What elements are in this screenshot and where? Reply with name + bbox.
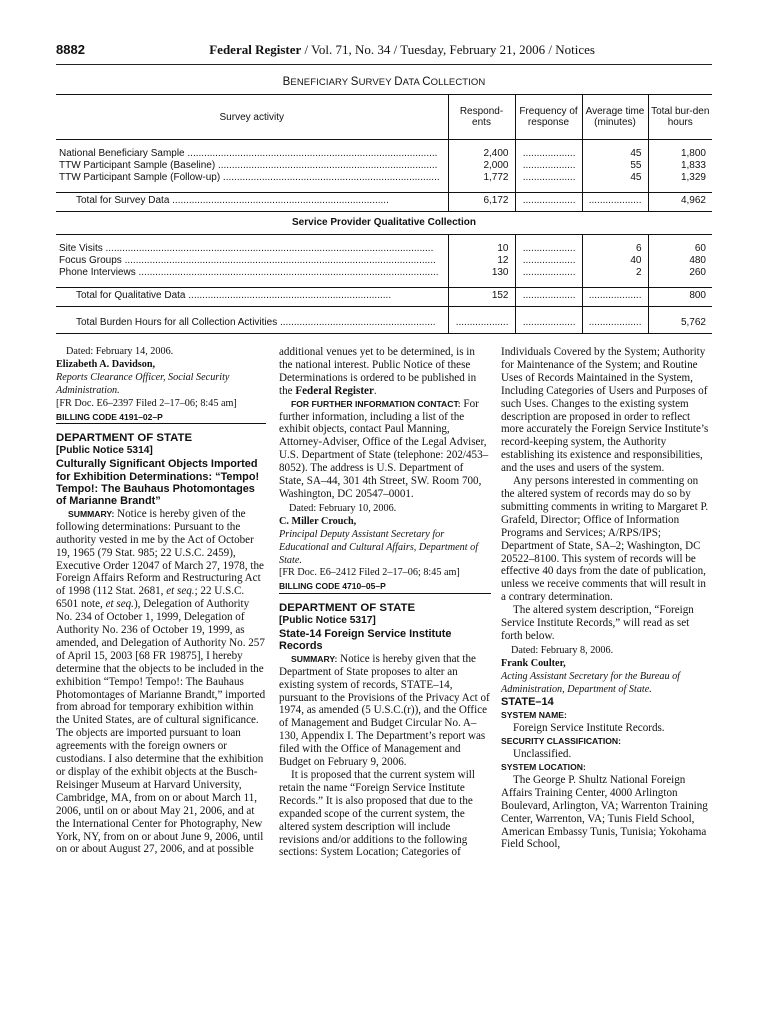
column-header: Average time (minutes) — [582, 95, 648, 140]
system-id-heading: STATE–14 — [501, 696, 554, 709]
table-row: Focus Groups ................................................................................................................ 12 ................... 40 480 — [56, 255, 712, 267]
table-title: BENEFICIARY SURVEY DATA COLLECTION — [282, 76, 486, 88]
text-column-left — [56, 346, 266, 856]
running-head — [209, 42, 595, 58]
signature-date: Dated: February 14, 2006. — [66, 346, 174, 357]
table-row: TTW Participant Sample (Follow-up) .............................................................................. 1,772 ................... 45 1,329 — [56, 172, 712, 184]
security-classification-value: Unclassified. — [513, 748, 572, 761]
body-paragraph: Individuals Covered by the System; Authority for Maintenance of the System; and Routine Uses of Records Maintained in the System, Including Categories of Users and Purposes of such Uses. Changes to the existing system description are proposed in order to reflect more accurately the Foreign Service Institute’s record-keeping system, the Authority establishing its existence and responsibilities, and the uses and users of the system. — [501, 346, 709, 475]
data-table — [56, 94, 712, 334]
system-name-value: Foreign Service Institute Records. — [513, 722, 665, 735]
department-heading: DEPARTMENT OF STATE — [56, 423, 266, 445]
column-header: Frequency of response — [515, 95, 582, 140]
column-header: Total bur-den hours — [648, 95, 712, 140]
security-classification-label: SECURITY CLASSIFICATION: — [501, 736, 621, 747]
text-column-right — [501, 346, 713, 851]
summary-paragraph: SUMMARY: Notice is hereby given that the Department of State proposes to alter an existing system of records, STATE–14, pursuant to the Provisions of the Privacy Act of 1974, as amended (5 U.S.C.(r)), and the Office of Management and Budget Circular No. A–130, Appendix I. The Department’s report was filed with the Office of Management and Budget on February 9, 2006. — [279, 652, 490, 769]
system-location-label: SYSTEM LOCATION: — [501, 762, 586, 772]
table-row: National Beneficiary Sample .......................................................................................... 2,400 ................... 45 1,800 — [56, 148, 712, 160]
signer-name: Frank Coulter, — [501, 657, 566, 669]
table-header-row — [56, 95, 712, 140]
text-column-middle — [279, 346, 491, 859]
table-total-row: Total for Survey Data .............................................................................. 6,172 ................... ................... 4,962 — [56, 193, 712, 212]
table-total-row: Total for Qualitative Data ......................................................................... 152 ................... ................... 800 — [56, 288, 712, 307]
signer-title: Acting Assistant Secretary for the Bureau of Administration, Department of State. — [501, 670, 681, 695]
system-location-value: The George P. Shultz National Foreign Affairs Training Center, 4000 Arlington Boulevard, Arlington, VA; Warrenton Training Center, Warrenton, VA; Tunis Field School, American Embassy Tunis, Tunisia; Yokohama Field School, — [501, 773, 708, 851]
summary-paragraph: SUMMARY: Notice is hereby given of the following determinations: Pursuant to the authority vested in me by the Act of October 19, 1965 (79 Stat. 985; 22 U.S.C. 2459), Executive Order 12047 of March 27, 1978, the Foreign Affairs Reform and Restructuring Act of 1998 (112 Stat. 2681, et seq.; 22 U.S.C. 6501 note, et seq.), Delegation of Authority No. 234 of October 1, 1999, Delegation of Authority No. 236 of October 19, 1999, as amended, and Delegation of Authority No. 257 of April 15, 2003 [68 FR 19875], I hereby determine that the objects to be included in the exhibition “Tempo! Tempo!: The Bauhaus Photomontages of Marianne Brandt,” imported from abroad for temporary exhibition within the United States, are of cultural significance. The objects are imported pursuant to loan agreements with the foreign owners or custodians. I also determine that the exhibition or display of the exhibit objects at the Busch-Reisinger Museum at Harvard University, Cambridge, MA, from on or about March 11, 2006, until on or about May 21, 2006, and at the International Center for Photography, New York, NY, from on or about June 9, 2006, until on or about August 27, 2006, and at possible — [56, 507, 266, 856]
billing-code: BILLING CODE 4191–02–P — [56, 411, 163, 422]
signer-title: Reports Clearance Officer, Social Security Administration. — [56, 371, 230, 396]
summary-label: SUMMARY: — [291, 653, 338, 664]
table-section-heading: Service Provider Qualitative Collection — [56, 212, 712, 235]
contact-label: FOR FURTHER INFORMATION CONTACT: — [291, 398, 461, 409]
fr-doc-line: [FR Doc. E6–2397 Filed 2–17–06; 8:45 am] — [56, 397, 237, 409]
table-row: Phone Interviews ............................................................................................................ 130 ................... 2 260 — [56, 267, 712, 279]
body-paragraph: Any persons interested in commenting on the altered system of records may do so by submitting comments in writing to Margaret P. Grafeld, Director; Office of Information Programs and Services; A/RPS/IPS; Department of State, SA–2; Washington, DC 20522–8100. This system of records will be effective 40 days from the date of publication, unless we receive comments that will result in a contrary determination. — [501, 475, 709, 604]
publication-name: Federal Register — [209, 42, 302, 57]
billing-code: BILLING CODE 4710–05–P — [279, 581, 386, 592]
public-notice-number: [Public Notice 5317] — [279, 615, 376, 627]
signer-name: C. Miller Crouch, — [279, 515, 357, 527]
body-paragraph: It is proposed that the current system will retain the name “Foreign Service Institute Records.” It is also proposed that due to the expanded scope of the current system, the altered system description will include revisions and/or additions to the following sections: System Location; Categories of — [279, 769, 475, 859]
signature-date: Dated: February 10, 2006. — [289, 502, 397, 514]
issue-details: / Vol. 71, No. 34 / Tuesday, February 21, 2006 / Notices — [301, 42, 595, 57]
page-header — [56, 42, 712, 65]
summary-label: SUMMARY: — [68, 508, 115, 519]
page-number: 8882 — [56, 42, 85, 57]
table-row: TTW Participant Sample (Baseline) ............................................................................... 2,000 ................... 55 1,833 — [56, 160, 712, 172]
burden-table — [56, 76, 712, 334]
contact-paragraph: FOR FURTHER INFORMATION CONTACT: For further information, including a list of the exhibit objects, contact Paul Manning, Attorney-Adviser, Office of the Legal Adviser, U.S. Department of State (telephone: 202/453–8052). The address is U.S. Department of State, SA–44, 301 4th Street, SW. Room 700, Washington, DC 20547–0001. — [279, 397, 489, 500]
body-paragraph: additional venues yet to be determined, is in the national interest. Public Notice of these Determinations is ordered to be published in the Federal Register. — [279, 346, 477, 397]
signer-name: Elizabeth A. Davidson, — [56, 358, 156, 370]
public-notice-number: [Public Notice 5314] — [56, 445, 153, 457]
body-paragraph: The altered system description, “Foreign Service Institute Records,” will read as set forth below. — [501, 604, 694, 642]
column-header: Survey activity — [56, 95, 448, 140]
notice-headline: Culturally Significant Objects Imported for Exhibition Determinations: “Tempo! Tempo!: The Bauhaus Photomontages of Marianne Brandt” — [56, 458, 260, 508]
system-name-label: SYSTEM NAME: — [501, 710, 567, 721]
fr-doc-line: [FR Doc. E6–2412 Filed 2–17–06; 8:45 am] — [279, 567, 460, 579]
notice-headline: State-14 Foreign Service Institute Records — [279, 628, 452, 653]
signature-date: Dated: February 8, 2006. — [511, 644, 614, 656]
department-heading: DEPARTMENT OF STATE — [279, 593, 491, 615]
column-header: Respond-ents — [448, 95, 515, 140]
table-grand-total-row: Total Burden Hours for all Collection Activities ........................................................ ................... ................... ................... 5,762 — [56, 315, 712, 334]
table-row: Site Visits ...................................................................................................................... 10 ................... 6 60 — [56, 243, 712, 255]
signer-title: Principal Deputy Assistant Secretary for Educational and Cultural Affairs, Department of State. — [279, 528, 479, 566]
